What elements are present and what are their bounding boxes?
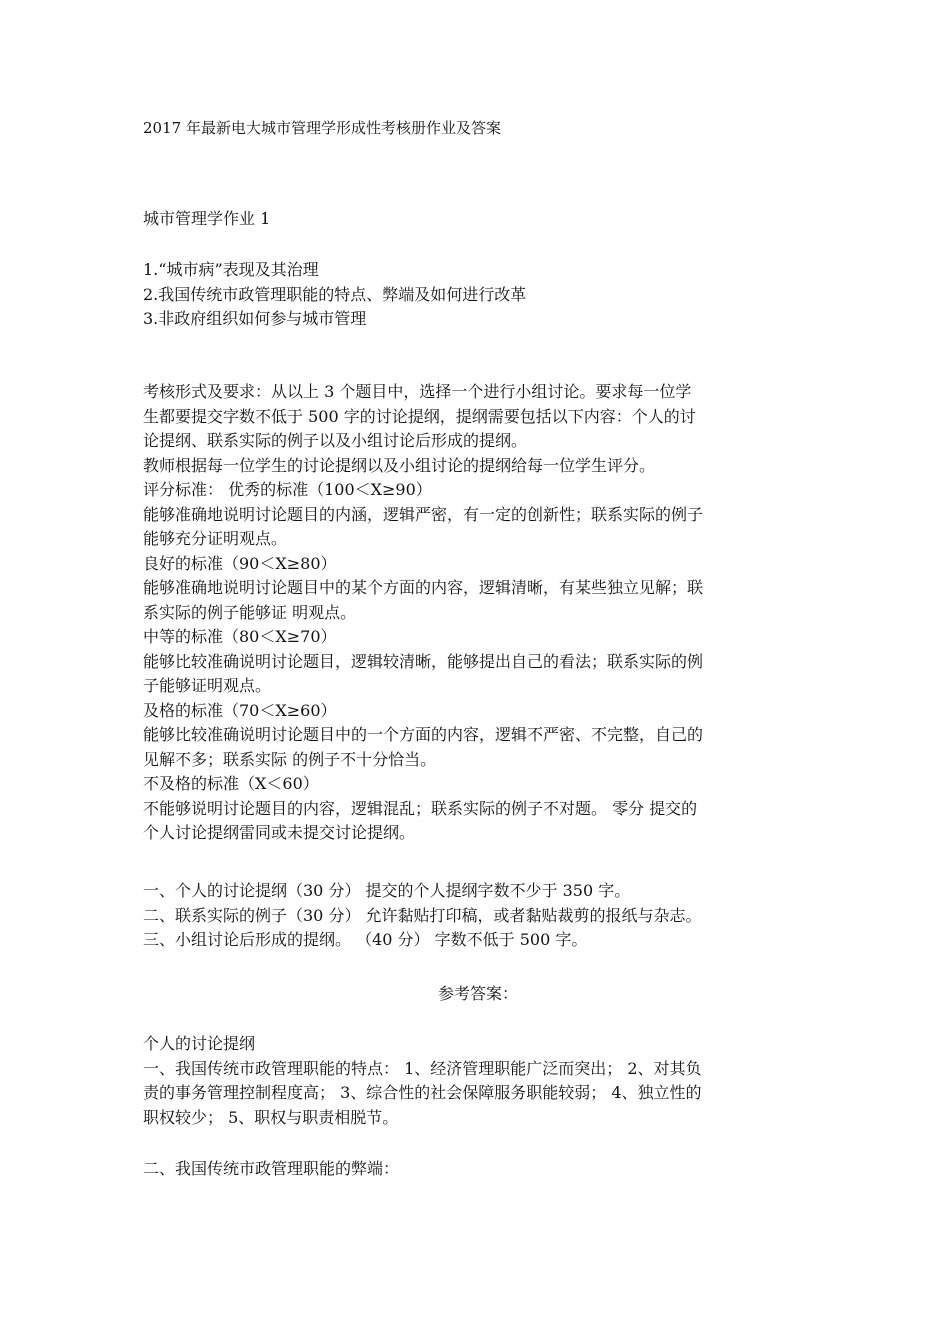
requirements-section: [143, 380, 813, 846]
topic-list: [143, 258, 813, 332]
requirement-line: 不及格的标准（X＜60）: [143, 774, 319, 793]
requirement-line: 能够比较准确说明讨论题目中的一个方面的内容，逻辑不严密、不完整，自己的: [143, 725, 704, 744]
answer-section: [143, 1032, 813, 1130]
requirement-line: 能够准确地说明讨论题目的内涵，逻辑严密，有一定的创新性；联系实际的例子: [143, 504, 704, 524]
requirement-line: 中等的标准（80＜X≥70）: [143, 627, 337, 646]
requirement-line: 子能够证明观点。: [143, 676, 272, 695]
topic-item: 1.“城市病”表现及其治理: [143, 260, 319, 279]
answer-heading: 参考答案：: [437, 984, 518, 1003]
answer-part2-block: [143, 1157, 813, 1182]
requirement-line: 个人讨论提纲雷同或未提交讨论提纲。: [143, 823, 416, 842]
answer-part2-heading: 二、我国传统市政管理职能的弊端：: [143, 1159, 400, 1178]
requirement-line: 能够比较准确说明讨论题目，逻辑较清晰，能够提出自己的看法；联系实际的例: [143, 651, 704, 671]
assignment-heading-block: [143, 207, 813, 232]
requirement-line: 见解不多；联系实际 的例子不十分恰当。: [143, 749, 437, 769]
requirement-line: 能够充分证明观点。: [143, 529, 288, 548]
scoring-section: [143, 879, 813, 953]
topic-item: 3.非政府组织如何参与城市管理: [143, 309, 367, 328]
requirement-line: 评分标准： 优秀的标准（100＜X≥90）: [143, 480, 432, 499]
answer-line: 责的事务管理控制程度高； 3、综合性的社会保障服务职能较弱； 4、独立性的: [143, 1083, 702, 1102]
requirement-line: 考核形式及要求：从以上 3 个题目中，选择一个进行小组讨论。要求每一位学: [143, 382, 692, 401]
document-title: 2017 年最新电大城市管理学形成性考核册作业及答案: [143, 119, 501, 137]
requirement-line: 及格的标准（70＜X≥60）: [143, 700, 337, 720]
answer-line: 一、我国传统市政管理职能的特点： 1、经济管理职能广泛而突出； 2、对其负: [143, 1058, 702, 1078]
requirement-line: 不能够说明讨论题目的内容，逻辑混乱；联系实际的例子不对题。 零分 提交的: [143, 798, 698, 818]
requirement-line: 生都要提交字数不低于 500 字的讨论提纲，提纲需要包括以下内容：个人的讨: [143, 406, 696, 426]
scoring-line: 一、个人的讨论提纲（30 分） 提交的个人提纲字数不少于 350 字。: [143, 881, 631, 900]
answer-line: 职权较少； 5、职权与职责相脱节。: [143, 1107, 399, 1127]
assignment-heading: 城市管理学作业 1: [143, 209, 271, 228]
scoring-line: 三、小组讨论后形成的提纲。 （40 分） 字数不低于 500 字。: [143, 930, 588, 949]
requirement-line: 论提纲、联系实际的例子以及小组讨论后形成的提纲。: [143, 431, 528, 450]
answer-subheading: 个人的讨论提纲: [143, 1034, 256, 1053]
topic-item: 2.我国传统市政管理职能的特点、弊端及如何进行改革: [143, 284, 527, 304]
requirement-line: 教师根据每一位学生的讨论提纲以及小组讨论的提纲给每一位学生评分。: [143, 455, 656, 475]
requirement-line: 系实际的例子能够证 明观点。: [143, 602, 357, 622]
answer-heading-block: [143, 982, 813, 1007]
scoring-line: 二、联系实际的例子（30 分） 允许黏贴打印稿，或者黏贴裁剪的报纸与杂志。: [143, 905, 702, 925]
requirement-line: 能够准确地说明讨论题目中的某个方面的内容，逻辑清晰，有某些独立见解；联: [143, 578, 704, 597]
requirement-line: 良好的标准（90＜X≥80）: [143, 553, 337, 573]
